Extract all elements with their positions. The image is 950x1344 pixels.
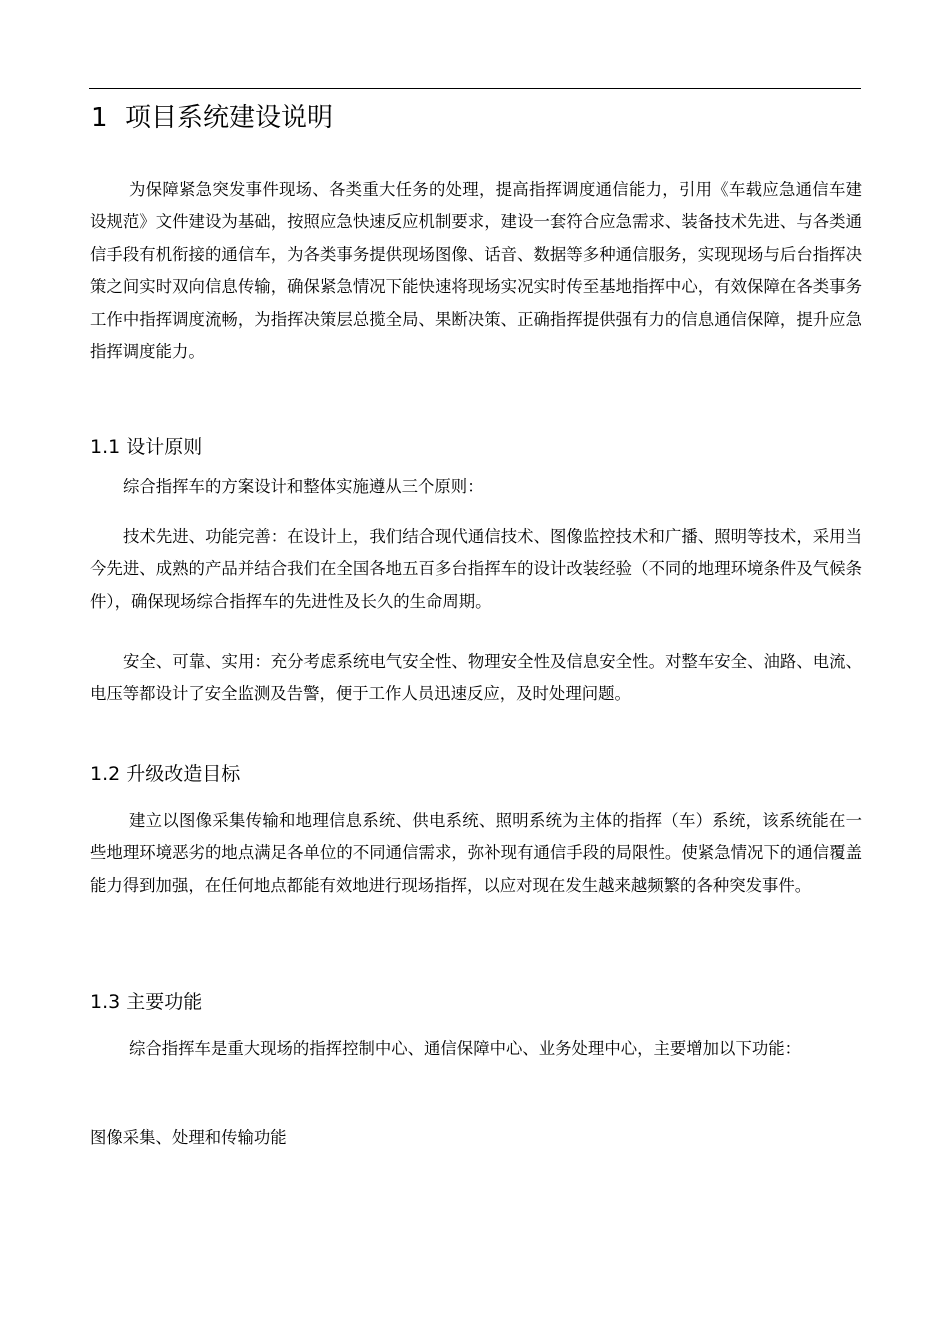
principle-safety-paragraph: 安全、可靠、实用：充分考虑系统电气安全性、物理安全性及信息安全性。对整车安全、油路、电流、电压等都设计了安全监测及告警，便于工作人员迅速反应，及时处理问题。 bbox=[90, 652, 862, 704]
main-functions-paragraph: 综合指挥车是重大现场的指挥控制中心、通信保障中心、业务处理中心，主要增加以下功能： bbox=[129, 1039, 802, 1058]
section-number: 1 bbox=[91, 103, 108, 133]
design-principles-lead: 综合指挥车的方案设计和整体实施遵从三个原则： bbox=[123, 477, 484, 496]
principle-technology-paragraph: 技术先进、功能完善：在设计上，我们结合现代通信技术、图像监控技术和广播、照明等技术，采用当今先进、成熟的产品并结合我们在全国各地五百多台指挥车的设计改装经验（不同的地理环境条件及气候条件），确保现场综合指挥车的先进性及长久的生命周期。 bbox=[90, 527, 862, 611]
section-title: 项目系统建设说明 bbox=[125, 103, 334, 133]
intro-paragraph: 为保障紧急突发事件现场、各类重大任务的处理，提高指挥调度通信能力，引用《车载应急通信车建设规范》文件建设为基础，按照应急快速反应机制要求，建设一套符合应急需求、装备技术先进、与各类通信手段有机衔接的通信车，为各类事务提供现场图像、话音、数据等多种通信服务，实现现场与后台指挥决策之间实时双向信息传输，确保紧急情况下能快速将现场实况实时传至基地指挥中心，有效保障在各类事务工作中指挥调度流畅，为指挥决策层总揽全局、果断决策、正确指挥提供强有力的信息通信保障，提升应急指挥调度能力。 bbox=[90, 180, 862, 362]
function-item-image-capture: 图像采集、处理和传输功能 bbox=[90, 1128, 287, 1147]
section-1-3-heading: 1.3 主要功能 bbox=[90, 991, 203, 1013]
header-rule bbox=[89, 88, 861, 89]
upgrade-goal-paragraph: 建立以图像采集传输和地理信息系统、供电系统、照明系统为主体的指挥（车）系统，该系统能在一些地理环境恶劣的地点满足各单位的不同通信需求，弥补现有通信手段的局限性。使紧急情况下的通信覆盖能力得到加强，在任何地点都能有效地进行现场指挥，以应对现在发生越来越频繁的各种突发事件。 bbox=[90, 811, 862, 895]
section-1-heading bbox=[91, 100, 333, 136]
section-1-1-heading: 1.1 设计原则 bbox=[90, 436, 203, 458]
section-1-2-heading: 1.2 升级改造目标 bbox=[90, 763, 241, 785]
